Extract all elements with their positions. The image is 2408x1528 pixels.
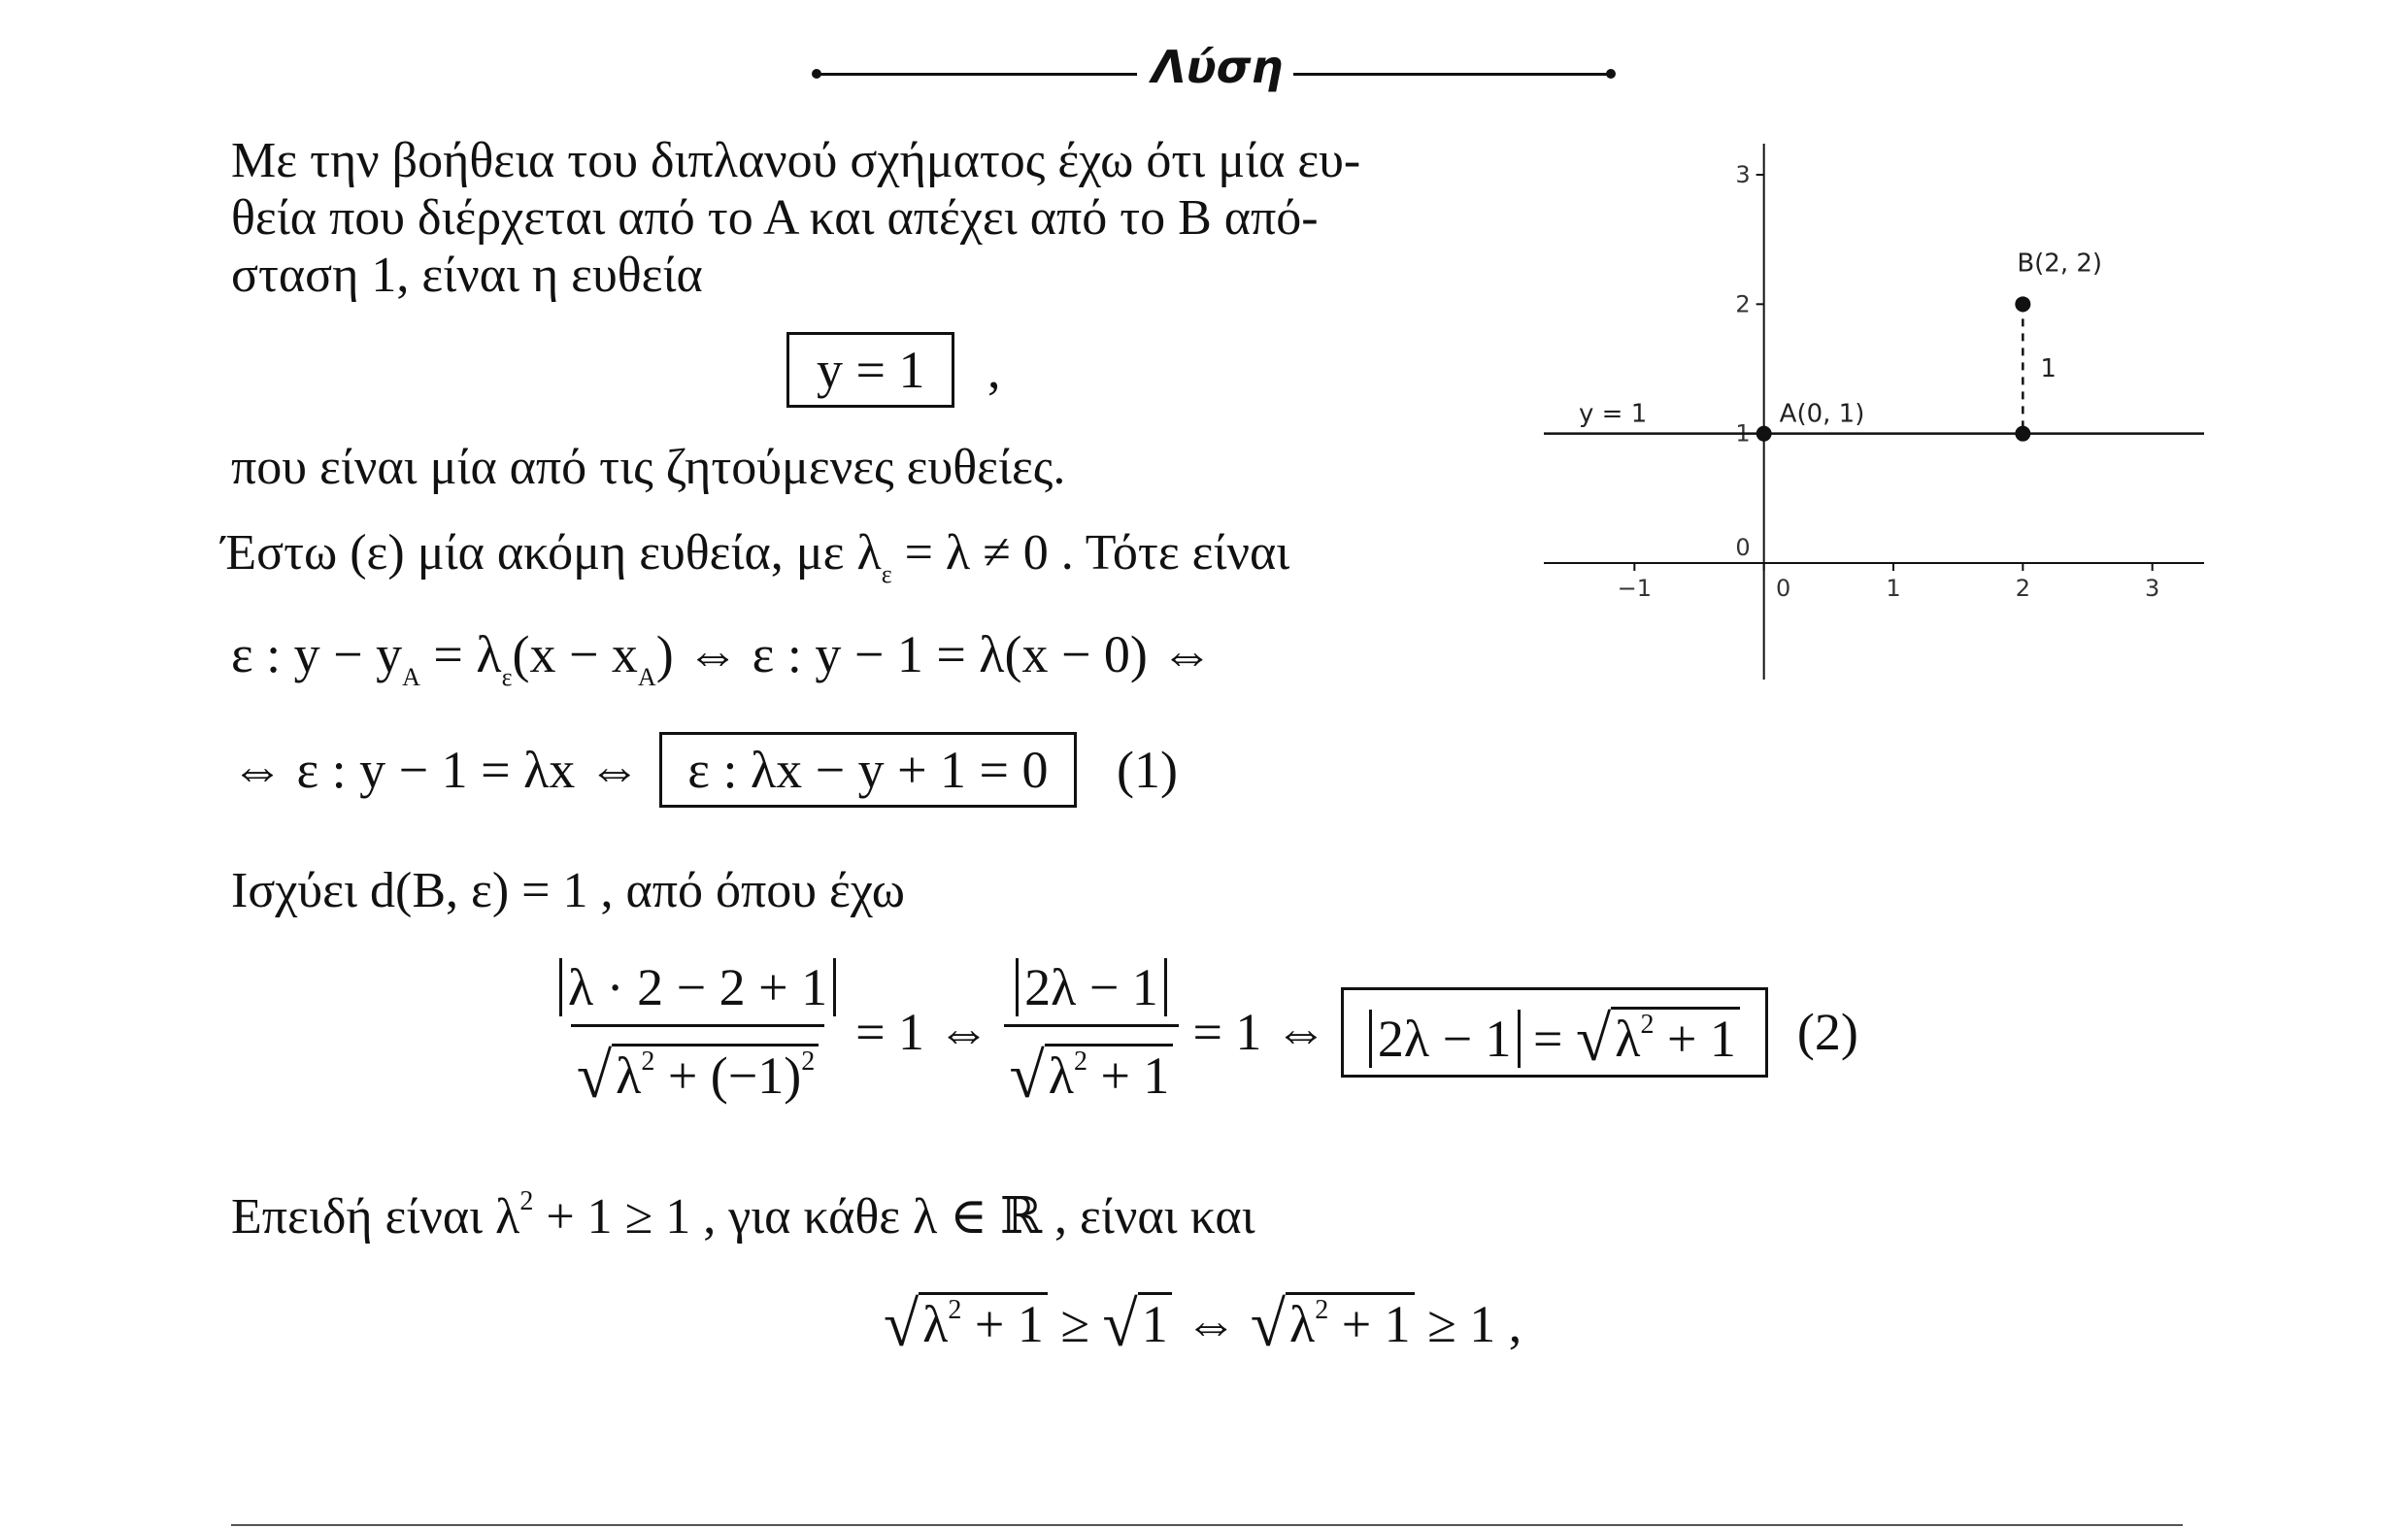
paragraph-line: Ισχύει d(B, ε) = 1 , από όπου έχω — [231, 863, 905, 918]
math-run: + 1 — [1328, 1295, 1411, 1353]
superscript: 2 — [1073, 1046, 1087, 1077]
math-run: ⇔ ε : y − 1 = λx ⇔ — [231, 741, 641, 799]
radical: $√\lambda^2 + 1$ — [884, 1279, 1048, 1356]
radical: $√\lambda^2 + 1$ — [1576, 994, 1740, 1071]
superscript: 2 — [641, 1046, 655, 1077]
x-tick-label: 1 — [1886, 575, 1901, 602]
math-run: λ — [616, 1046, 642, 1105]
math-run: = 1 ⇔ — [855, 1003, 990, 1061]
paragraph-line — [231, 1173, 1255, 1246]
line-label: y = 1 — [1579, 399, 1648, 429]
distance-label: 1 — [2040, 354, 2057, 383]
text-run: + 1 ≥ 1 , για κάθε λ ∈ ℝ , είναι και — [533, 1189, 1255, 1245]
x-tick-label: 0 — [1776, 575, 1791, 602]
math-run: λ — [1048, 1046, 1074, 1105]
math-run: = λ — [419, 625, 502, 683]
equation-label: (1) — [1117, 741, 1178, 799]
radical: $√\lambda^2 + 1$ — [1251, 1279, 1415, 1356]
math-run: λ — [922, 1295, 949, 1353]
math-run: = — [1533, 1009, 1563, 1068]
distance-equation — [553, 956, 1858, 1112]
absolute-value: 2λ − 1 — [1369, 1010, 1521, 1068]
math-run: + 1 — [1087, 1046, 1170, 1105]
math-run: = 1 ⇔ — [1192, 1003, 1327, 1061]
superscript: 2 — [801, 1046, 816, 1077]
fraction — [1004, 956, 1180, 1112]
y-tick-label: 2 — [1735, 290, 1751, 318]
subscript: A — [637, 663, 656, 691]
math-run: + 1 — [961, 1295, 1044, 1353]
boxed-line-equation — [786, 332, 1000, 408]
fraction — [553, 956, 842, 1112]
math-run: ⇔ — [1171, 1295, 1251, 1353]
absolute-value: λ · 2 − 2 + 1 — [559, 958, 836, 1016]
paragraph-line: που είναι μία από τις ζητούμενες ευθείες. — [231, 440, 1066, 495]
math-run: 1 — [1138, 1292, 1172, 1353]
math-run: λ — [1615, 1009, 1641, 1068]
equation-box — [1341, 987, 1768, 1078]
superscript: 2 — [1640, 1009, 1655, 1040]
math-run: ≥ — [1047, 1295, 1103, 1353]
radical: $√\lambda^2 + 1$ — [1010, 1031, 1174, 1108]
coordinate-figure — [1544, 136, 2204, 680]
header-right-dot — [1606, 69, 1616, 79]
radical: √1 — [1103, 1293, 1172, 1356]
x-tick-label: −1 — [1617, 575, 1653, 602]
math-run: λ — [1289, 1295, 1316, 1353]
equation-line-of-epsilon — [231, 623, 1213, 709]
math-run: + (−1) — [654, 1046, 802, 1105]
text-run: Επειδή είναι λ — [231, 1189, 520, 1245]
foot-point — [2015, 426, 2030, 442]
text-run: = λ ≠ 0 . Τότε είναι — [891, 525, 1290, 581]
point-b — [2015, 296, 2030, 312]
inequality-line — [884, 1279, 1522, 1360]
paragraph-line — [221, 524, 1289, 604]
x-tick-label: 3 — [2145, 575, 2160, 602]
section-title: Λύση — [1152, 41, 1284, 93]
math-run: ≥ 1 , — [1414, 1295, 1522, 1353]
subscript: A — [402, 663, 420, 691]
math-run: ) ⇔ ε : y − 1 = λ(x − 0) ⇔ — [655, 625, 1214, 683]
text-run: Έστω (ε) μία ακόμη ευθεία, με λ — [221, 525, 882, 581]
header-left-rule — [817, 73, 1137, 76]
point-b-label: B(2, 2) — [2017, 249, 2103, 279]
subscript: ε — [881, 560, 892, 588]
point-a-label: A(0, 1) — [1779, 399, 1865, 429]
paragraph-line: θεία που διέρχεται από το Α και απέχει από το Β από- — [231, 190, 1319, 246]
paragraph-line: Με την βοήθεια του διπλανού σχήματος έχω ότι μία ευ- — [231, 133, 1361, 188]
equation-line-epsilon-general — [231, 732, 1178, 808]
math-run: (x − x — [512, 625, 638, 683]
superscript: 2 — [948, 1295, 962, 1325]
punctuation: , — [987, 341, 1001, 399]
absolute-value: 2λ − 1 — [1016, 958, 1167, 1016]
point-a — [1756, 426, 1772, 442]
paragraph-line: σταση 1, είναι η ευθεία — [231, 248, 703, 303]
math-run: ε : y − y — [231, 625, 403, 683]
equation-label: (2) — [1796, 1003, 1858, 1061]
y-tick-label: 1 — [1735, 419, 1751, 448]
radical: $√\lambda^2 + (-1)^2$ — [577, 1031, 819, 1108]
bottom-rule — [231, 1524, 2183, 1526]
equation-box: ε : λx − y + 1 = 0 — [659, 732, 1076, 808]
x-tick-label: 2 — [2015, 575, 2030, 602]
y-tick-label: 3 — [1735, 161, 1751, 188]
subscript: ε — [501, 663, 513, 691]
equation-box: y = 1 — [786, 332, 954, 408]
superscript: 2 — [519, 1186, 534, 1216]
header-right-rule — [1293, 73, 1612, 76]
math-run: + 1 — [1654, 1009, 1736, 1068]
y-tick-label: 0 — [1735, 534, 1751, 561]
superscript: 2 — [1315, 1295, 1329, 1325]
